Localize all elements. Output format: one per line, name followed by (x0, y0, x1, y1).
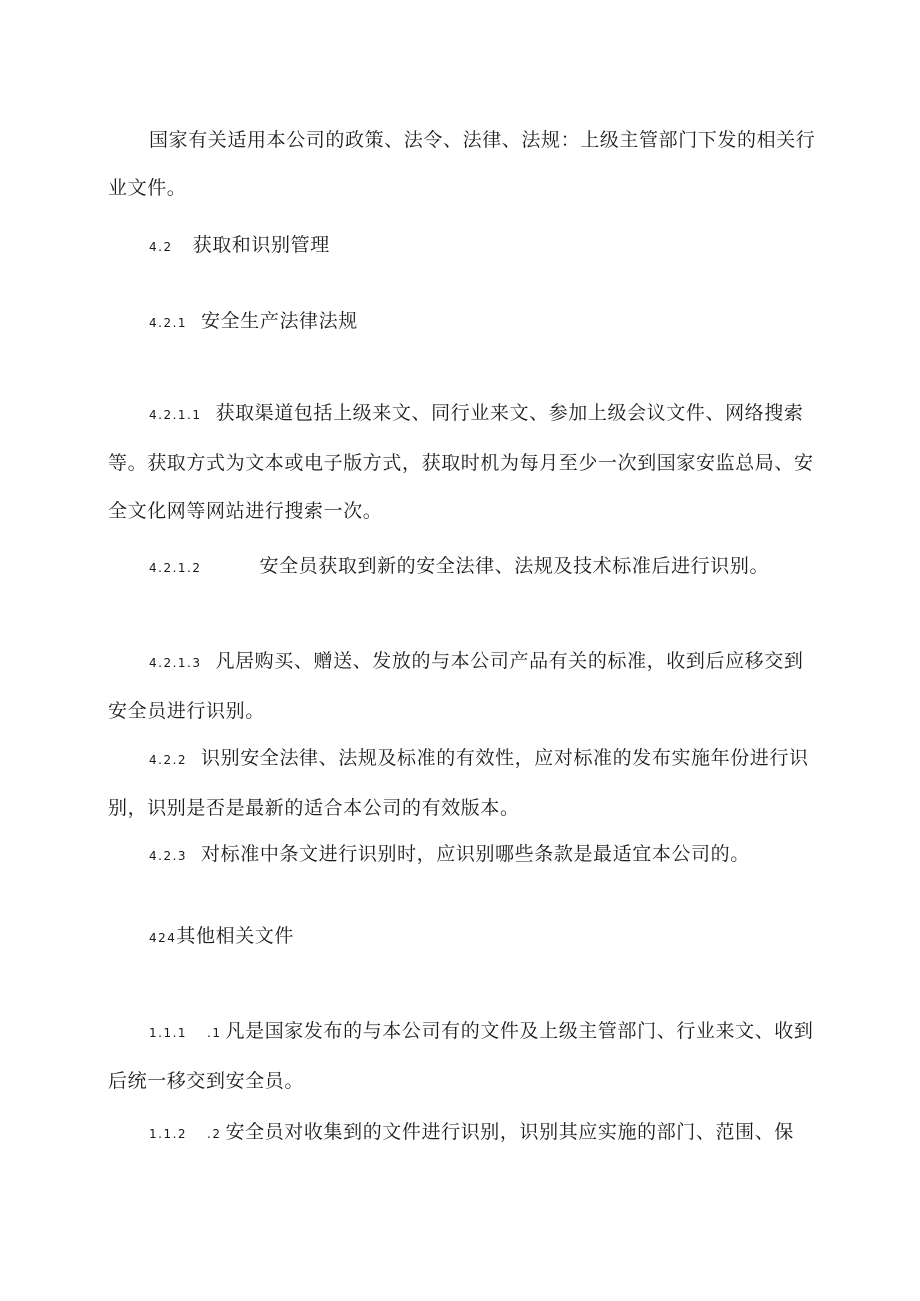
clause-4-2-1-2 (108, 542, 818, 592)
clause-sub-number: .1 (207, 1026, 222, 1040)
section-4-2-4-heading (108, 912, 818, 962)
section-number: 4.2.1 (149, 316, 188, 330)
paragraph-text: 国家有关适用本公司的政策、法令、法律、法规：上级主管部门下发的相关行业文件。 (108, 129, 816, 199)
section-title: 获取和识别管理 (192, 234, 330, 256)
clause-4-2-2 (108, 734, 818, 832)
clause-number: 4.2.1.2 (149, 561, 202, 575)
section-number: 4.2 (149, 240, 173, 254)
clause-text: 安全员对收集到的文件进行识别，识别其应实施的部门、范围、保 (225, 1121, 794, 1143)
section-title: 安全生产法律法规 (201, 310, 358, 332)
clause-text: 识别安全法律、法规及标准的有效性，应对标准的发布实施年份进行识别，识别是否是最新的适合本公司的有效版本。 (108, 747, 809, 819)
section-4-2-heading (108, 221, 818, 271)
clause-text: 凡是国家发布的与本公司有的文件及上级主管部门、行业来文、收到后统一移交到安全员。 (108, 1020, 814, 1092)
section-title: 其他相关文件 (176, 925, 295, 947)
clause-sub-number: .2 (207, 1127, 222, 1141)
section-number: 424 (149, 931, 177, 945)
clause-text: 对标准中条文进行识别时，应识别哪些条款是最适宜本公司的。 (201, 843, 750, 865)
clause-number: 4.2.1.3 (149, 656, 202, 670)
clause-4-2-3 (108, 830, 818, 880)
clause-number: 4.2.1.1 (149, 408, 202, 422)
clause-text: 凡居购买、赠送、发放的与本公司产品有关的标准，收到后应移交到安全员进行识别。 (108, 650, 804, 722)
clause-text: 获取渠道包括上级来文、同行业来文、参加上级会议文件、网络搜索等。获取方式为文本或电子版方式，获取时机为每月至少一次到国家安监总局、安全文化网等网站进行搜索一次。 (108, 402, 814, 522)
clause-1-1-2 (108, 1108, 818, 1158)
clause-4-2-1-1 (108, 389, 818, 535)
clause-number: 1.1.2 (149, 1127, 188, 1141)
clause-number: 4.2.2 (149, 753, 188, 767)
clause-4-2-1-3 (108, 637, 818, 735)
clause-number: 1.1.1 (149, 1026, 188, 1040)
clause-text: 安全员获取到新的安全法律、法规及技术标准后进行识别。 (259, 555, 770, 577)
clause-number: 4.2.3 (149, 849, 188, 863)
clause-1-1-1 (108, 1007, 818, 1105)
paragraph-applicable-policies (108, 116, 818, 212)
section-4-2-1-heading (108, 297, 818, 347)
